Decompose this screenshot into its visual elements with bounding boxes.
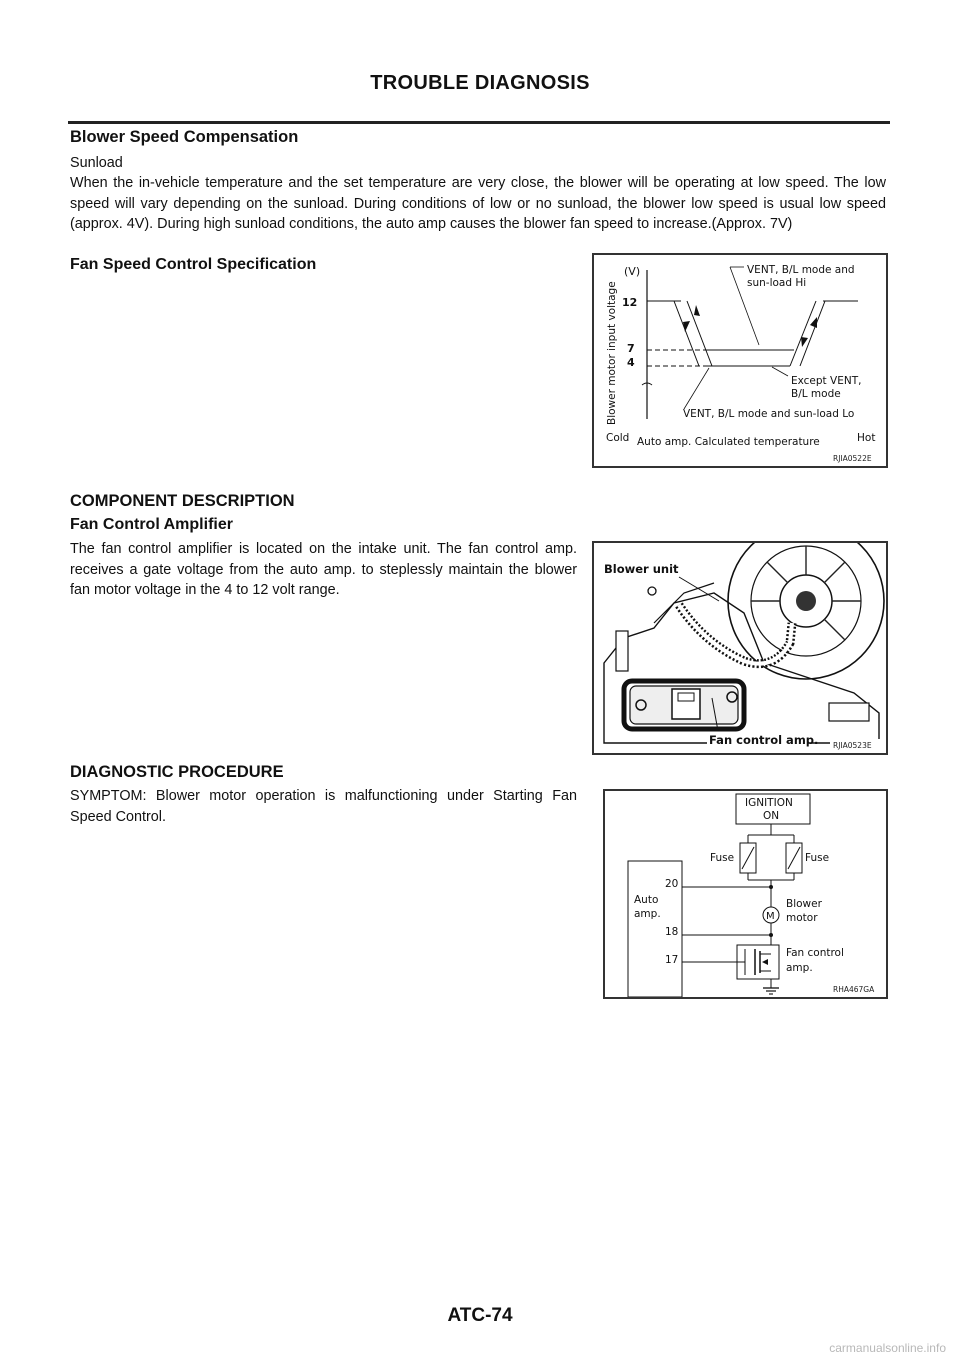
figure-code: RHA467GA: [833, 985, 875, 994]
fuse-right-label: Fuse: [805, 852, 830, 864]
annotation-except-vent-2: B/L mode: [791, 388, 841, 400]
figure-fan-speed-chart: [592, 253, 888, 468]
y-unit: (V): [624, 265, 641, 278]
y-tick-12: 12: [622, 296, 638, 309]
heading-fan-speed-spec: Fan Speed Control Specification: [70, 256, 317, 273]
page-number: ATC-74: [447, 1305, 513, 1326]
leader-bottom: [684, 368, 709, 409]
motor-letter: M: [766, 911, 775, 922]
blower-motor-label-2: motor: [786, 912, 818, 924]
paragraph-blower-speed: When the in-vehicle temperature and the set temperature are very close, the blower will be operating at low speed. The low speed will vary depending on the sunload. During conditions of low or no sunload, the blower low speed is usual low speed (approx. 4V). During high sunload conditions, the auto amp causes the blower fan speed to increase.(Approx. 7V): [70, 175, 886, 233]
heading-fan-control-amplifier: Fan Control Amplifier: [70, 516, 233, 533]
page-title: TROUBLE DIAGNOSIS: [370, 72, 590, 94]
figure-code: RJIA0522E: [833, 454, 872, 463]
annotation-except-vent-1: Except VENT,: [791, 375, 862, 387]
pin-17: 17: [665, 954, 679, 966]
y-axis-label: Blower motor input voltage: [606, 281, 618, 425]
paragraph-fan-control-amplifier: The fan control amplifier is located on the intake unit. The fan control amp. receives a gate voltage from the auto amp. to steplessly maintain the blower fan motor voltage in the 4 to 12 volt range.: [70, 541, 577, 599]
fan-amp-label-1: Fan control: [786, 947, 844, 959]
arrow-down-c: [801, 337, 808, 347]
heading-blower-speed-compensation: Blower Speed Compensation: [70, 128, 299, 146]
auto-amp-label-2: amp.: [634, 908, 661, 920]
annotation-sunload-hi-1: VENT, B/L mode and: [747, 264, 855, 276]
y-tick-7: 7: [627, 342, 635, 355]
x-label-cold: Cold: [606, 432, 630, 444]
arrow-down-a: [683, 321, 690, 332]
blower-motor-label-1: Blower: [786, 898, 822, 910]
x-axis-label: Auto amp. Calculated temperature: [637, 436, 820, 448]
arrow-up-b: [694, 305, 700, 316]
heading-diagnostic-procedure: DIAGNOSTIC PROCEDURE: [70, 763, 284, 781]
paragraph-symptom: SYMPTOM: Blower motor operation is malfunctioning under Starting Fan Speed Control.: [70, 788, 577, 825]
x-label-hot: Hot: [857, 432, 876, 444]
ignition-label-1: IGNITION: [745, 797, 793, 809]
ignition-label-2: ON: [763, 810, 780, 822]
label-blower-unit: Blower unit: [604, 562, 679, 576]
fan-control-circuit-svg: [605, 791, 886, 997]
label-fan-control-amp: Fan control amp.: [709, 733, 819, 747]
figure-fan-control-circuit: [603, 789, 888, 999]
subheading-sunload: Sunload: [70, 155, 123, 171]
down-slope-b: [687, 301, 712, 366]
fan-speed-chart-svg: [594, 255, 886, 466]
annotation-sunload-hi-2: sun-load Hi: [747, 277, 807, 289]
y-tick-4: 4: [627, 356, 635, 369]
figure-fan-control-amp-photo: [592, 541, 888, 755]
annotation-sunload-lo: VENT, B/L mode and sun-load Lo: [683, 408, 855, 420]
auto-amp-label-1: Auto: [634, 894, 659, 906]
arrow-up-d: [810, 317, 817, 328]
pin-18: 18: [665, 926, 679, 938]
fan-control-amp-illustration: [594, 543, 886, 753]
leader-mid: [772, 367, 788, 376]
figure-code: RJIA0523E: [833, 741, 872, 750]
header-rule: [68, 121, 890, 124]
fan-amp-label-2: amp.: [786, 962, 813, 974]
fuse-left-label: Fuse: [710, 852, 735, 864]
pin-20: 20: [665, 878, 679, 890]
watermark: carmanualsonline.info: [829, 1341, 946, 1355]
heading-component-description: COMPONENT DESCRIPTION: [70, 492, 295, 510]
